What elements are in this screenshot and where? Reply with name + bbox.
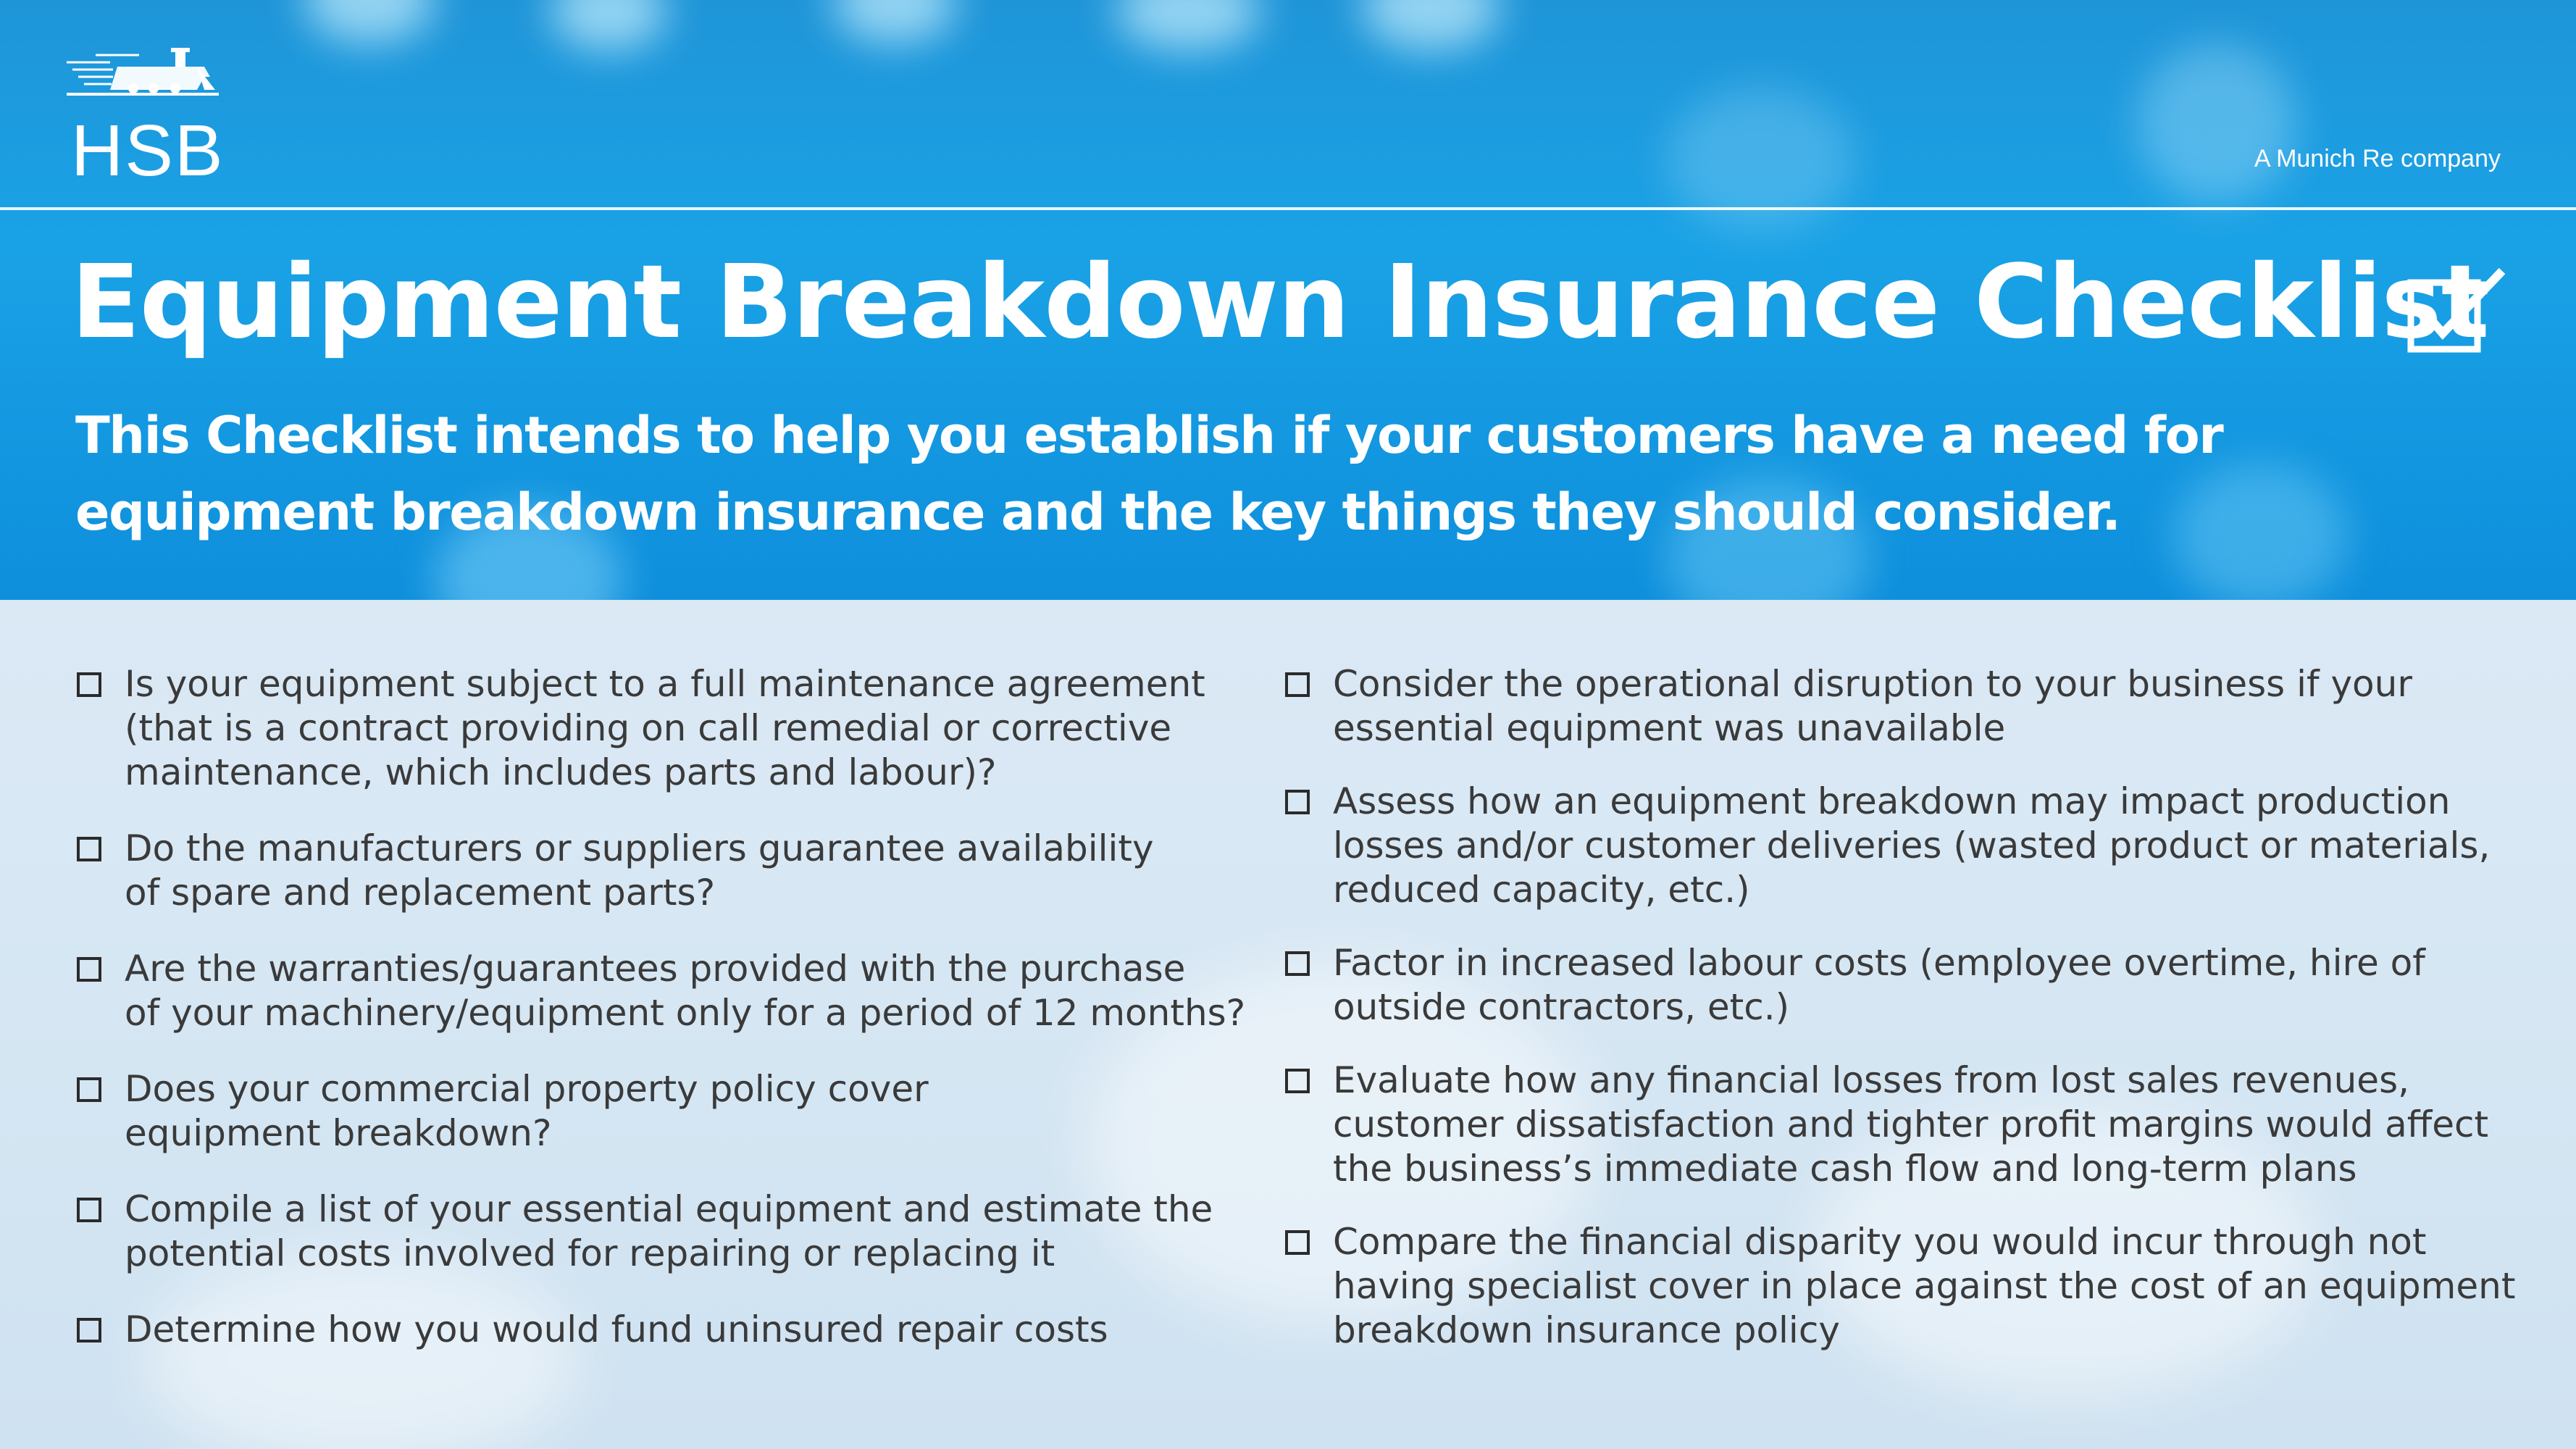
checklist-left-column <box>77 662 1250 1352</box>
checklist-item <box>1285 941 2517 1030</box>
item-line: Does your commercial property policy cover <box>125 1068 929 1110</box>
item-line: of your machinery/equipment only for a period of 12 months? <box>125 992 1246 1034</box>
item-line: customer dissatisfaction and tighter profit margins would affect <box>1333 1103 2489 1145</box>
page-title: Equipment Breakdown Insurance Checklist <box>71 243 2489 362</box>
checklist-item <box>77 1067 1250 1156</box>
checkbox[interactable] <box>1285 951 1310 976</box>
checkbox[interactable] <box>1285 790 1310 814</box>
checkbox[interactable] <box>77 957 101 982</box>
item-line: breakdown insurance policy <box>1333 1309 1840 1351</box>
item-line: Factor in increased labour costs (employee overtime, hire of <box>1333 942 2425 984</box>
logo-text: HSB <box>71 110 225 191</box>
checklist-item-text <box>125 662 1205 795</box>
item-line: Compile a list of your essential equipment and estimate the <box>125 1188 1213 1230</box>
item-line: maintenance, which includes parts and labour)? <box>125 751 997 793</box>
checklist-item-text <box>1333 780 2490 912</box>
item-line: Consider the operational disruption to your business if your <box>1333 663 2412 705</box>
item-line: the business’s immediate cash flow and long-term plans <box>1333 1148 2357 1190</box>
checkbox[interactable] <box>1285 1069 1310 1093</box>
item-line: Evaluate how any financial losses from lost sales revenues, <box>1333 1059 2410 1101</box>
item-line: reduced capacity, etc.) <box>1333 869 1750 911</box>
page-subtitle <box>75 397 2466 551</box>
checklist-item <box>1285 1220 2517 1353</box>
checklist-item-text <box>1333 662 2412 751</box>
checkbox[interactable] <box>77 1077 101 1102</box>
checklist-item <box>77 947 1250 1035</box>
item-line: (that is a contract providing on call remedial or corrective <box>125 707 1172 749</box>
checkbox[interactable] <box>77 1198 101 1222</box>
bokeh-light <box>1362 0 1500 51</box>
item-line: losses and/or customer deliveries (wasted product or materials, <box>1333 824 2491 867</box>
checklist-item <box>77 827 1250 915</box>
checklist-item-text <box>125 947 1245 1035</box>
item-line: Is your equipment subject to a full maintenance agreement <box>125 663 1205 705</box>
checklist-item <box>77 662 1250 795</box>
item-line: Do the manufacturers or suppliers guarantee availability <box>125 827 1154 869</box>
header-banner <box>0 0 2576 600</box>
checklist-item-text <box>1333 1058 2488 1191</box>
checkbox[interactable] <box>1285 1230 1310 1255</box>
checkbox[interactable] <box>77 837 101 861</box>
bokeh-light <box>2137 43 2296 203</box>
checklist-item <box>1285 662 2517 751</box>
item-line: Are the warranties/guarantees provided with the purchase <box>125 948 1186 990</box>
bokeh-light <box>1116 0 1260 51</box>
checkbox[interactable] <box>1285 672 1310 697</box>
item-line: Assess how an equipment breakdown may impact production <box>1333 780 2451 822</box>
item-line: of spare and replacement parts? <box>125 872 716 914</box>
item-line: outside contractors, etc.) <box>1333 986 1790 1028</box>
checklist-item-text <box>125 1308 1108 1352</box>
item-line: essential equipment was unavailable <box>1333 707 2006 749</box>
subtitle-line: equipment breakdown insurance and the key things they should consider. <box>75 483 2120 542</box>
checklist-item-text <box>125 1187 1213 1276</box>
header-divider <box>0 207 2576 210</box>
checklist-item <box>77 1187 1250 1276</box>
checklist-item <box>1285 780 2517 912</box>
item-line: potential costs involved for repairing or replacing it <box>125 1232 1055 1274</box>
checklist-item-text <box>125 827 1154 915</box>
checklist-area <box>0 600 2576 1449</box>
checklist-right-column <box>1285 662 2517 1353</box>
checklist-item-text <box>1333 941 2425 1030</box>
bokeh-light <box>304 0 435 43</box>
item-line: Compare the financial disparity you would incur through not <box>1333 1221 2427 1263</box>
checklist-item-text <box>1333 1220 2515 1353</box>
company-tagline: A Munich Re company <box>2254 145 2501 172</box>
item-line: Determine how you would fund uninsured repair costs <box>125 1308 1108 1350</box>
checklist-item-text <box>125 1067 929 1156</box>
item-line: equipment breakdown? <box>125 1112 552 1154</box>
checklist-item <box>77 1308 1250 1352</box>
hsb-logo <box>67 45 225 191</box>
bokeh-light <box>833 0 956 43</box>
checked-box-icon <box>2406 268 2508 355</box>
locomotive-icon <box>67 45 219 103</box>
checklist-item <box>1285 1058 2517 1191</box>
checkbox[interactable] <box>77 672 101 697</box>
subtitle-line: This Checklist intends to help you establish if your customers have a need for <box>75 406 2223 465</box>
bokeh-light <box>551 0 666 51</box>
bokeh-light <box>1666 87 1854 232</box>
item-line: having specialist cover in place against the cost of an equipment <box>1333 1265 2516 1307</box>
checkbox[interactable] <box>77 1318 101 1342</box>
